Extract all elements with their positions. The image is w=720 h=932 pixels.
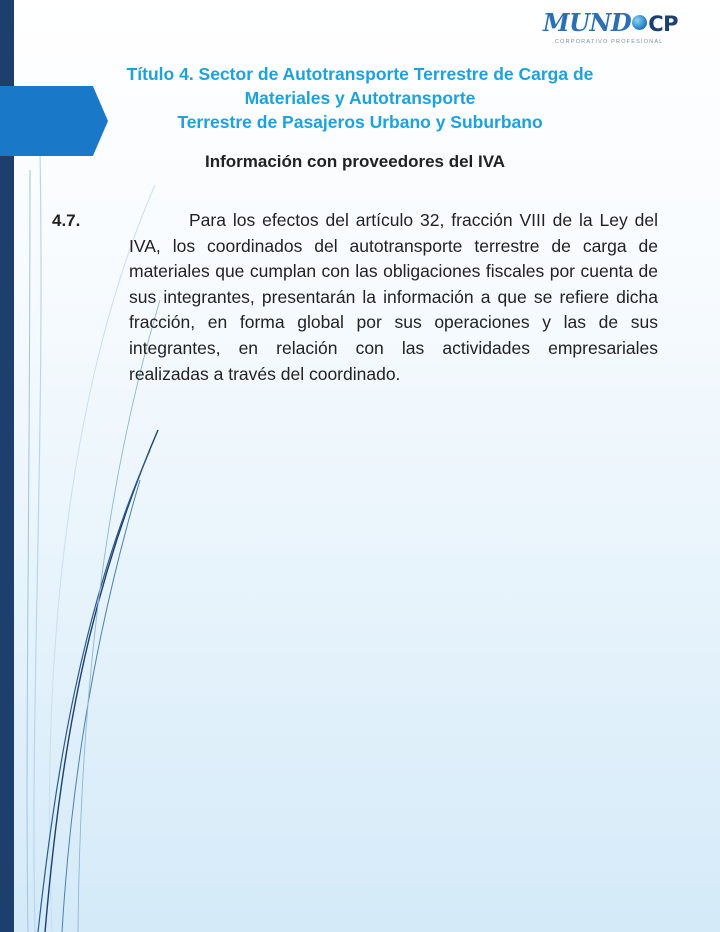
logo-suffix-text: CP: [648, 12, 679, 36]
logo-main-text: MUND: [543, 8, 632, 37]
section-heading: Información con proveedores del IVA: [205, 152, 506, 171]
title-line-2: Materiales y Autotransporte: [244, 88, 476, 108]
globe-icon: [632, 15, 647, 30]
title-line-3: Terrestre de Pasajeros Urbano y Suburbano: [177, 112, 543, 132]
section-paragraph: Para los efectos del artículo 32, fracción VIII de la Ley del IVA, los coordinados del autotransporte terrestre de carga de materiales que cumplan con las obligaciones fiscales por cuenta de sus integrantes, presentarán la información a que se refiere dicha fracción, en forma global por sus operaciones y las de sus integrantes, en relación con las actividades empresariales realizadas a través del coordinado.: [129, 210, 658, 384]
logo-tagline: CORPORATIVO PROFESIONAL: [555, 39, 664, 45]
section-number: 4.7.: [52, 211, 81, 230]
company-logo: [543, 8, 678, 48]
title-line-1: Título 4. Sector de Autotransporte Terrestre de Carga de: [126, 64, 594, 84]
page-title: [60, 62, 660, 134]
